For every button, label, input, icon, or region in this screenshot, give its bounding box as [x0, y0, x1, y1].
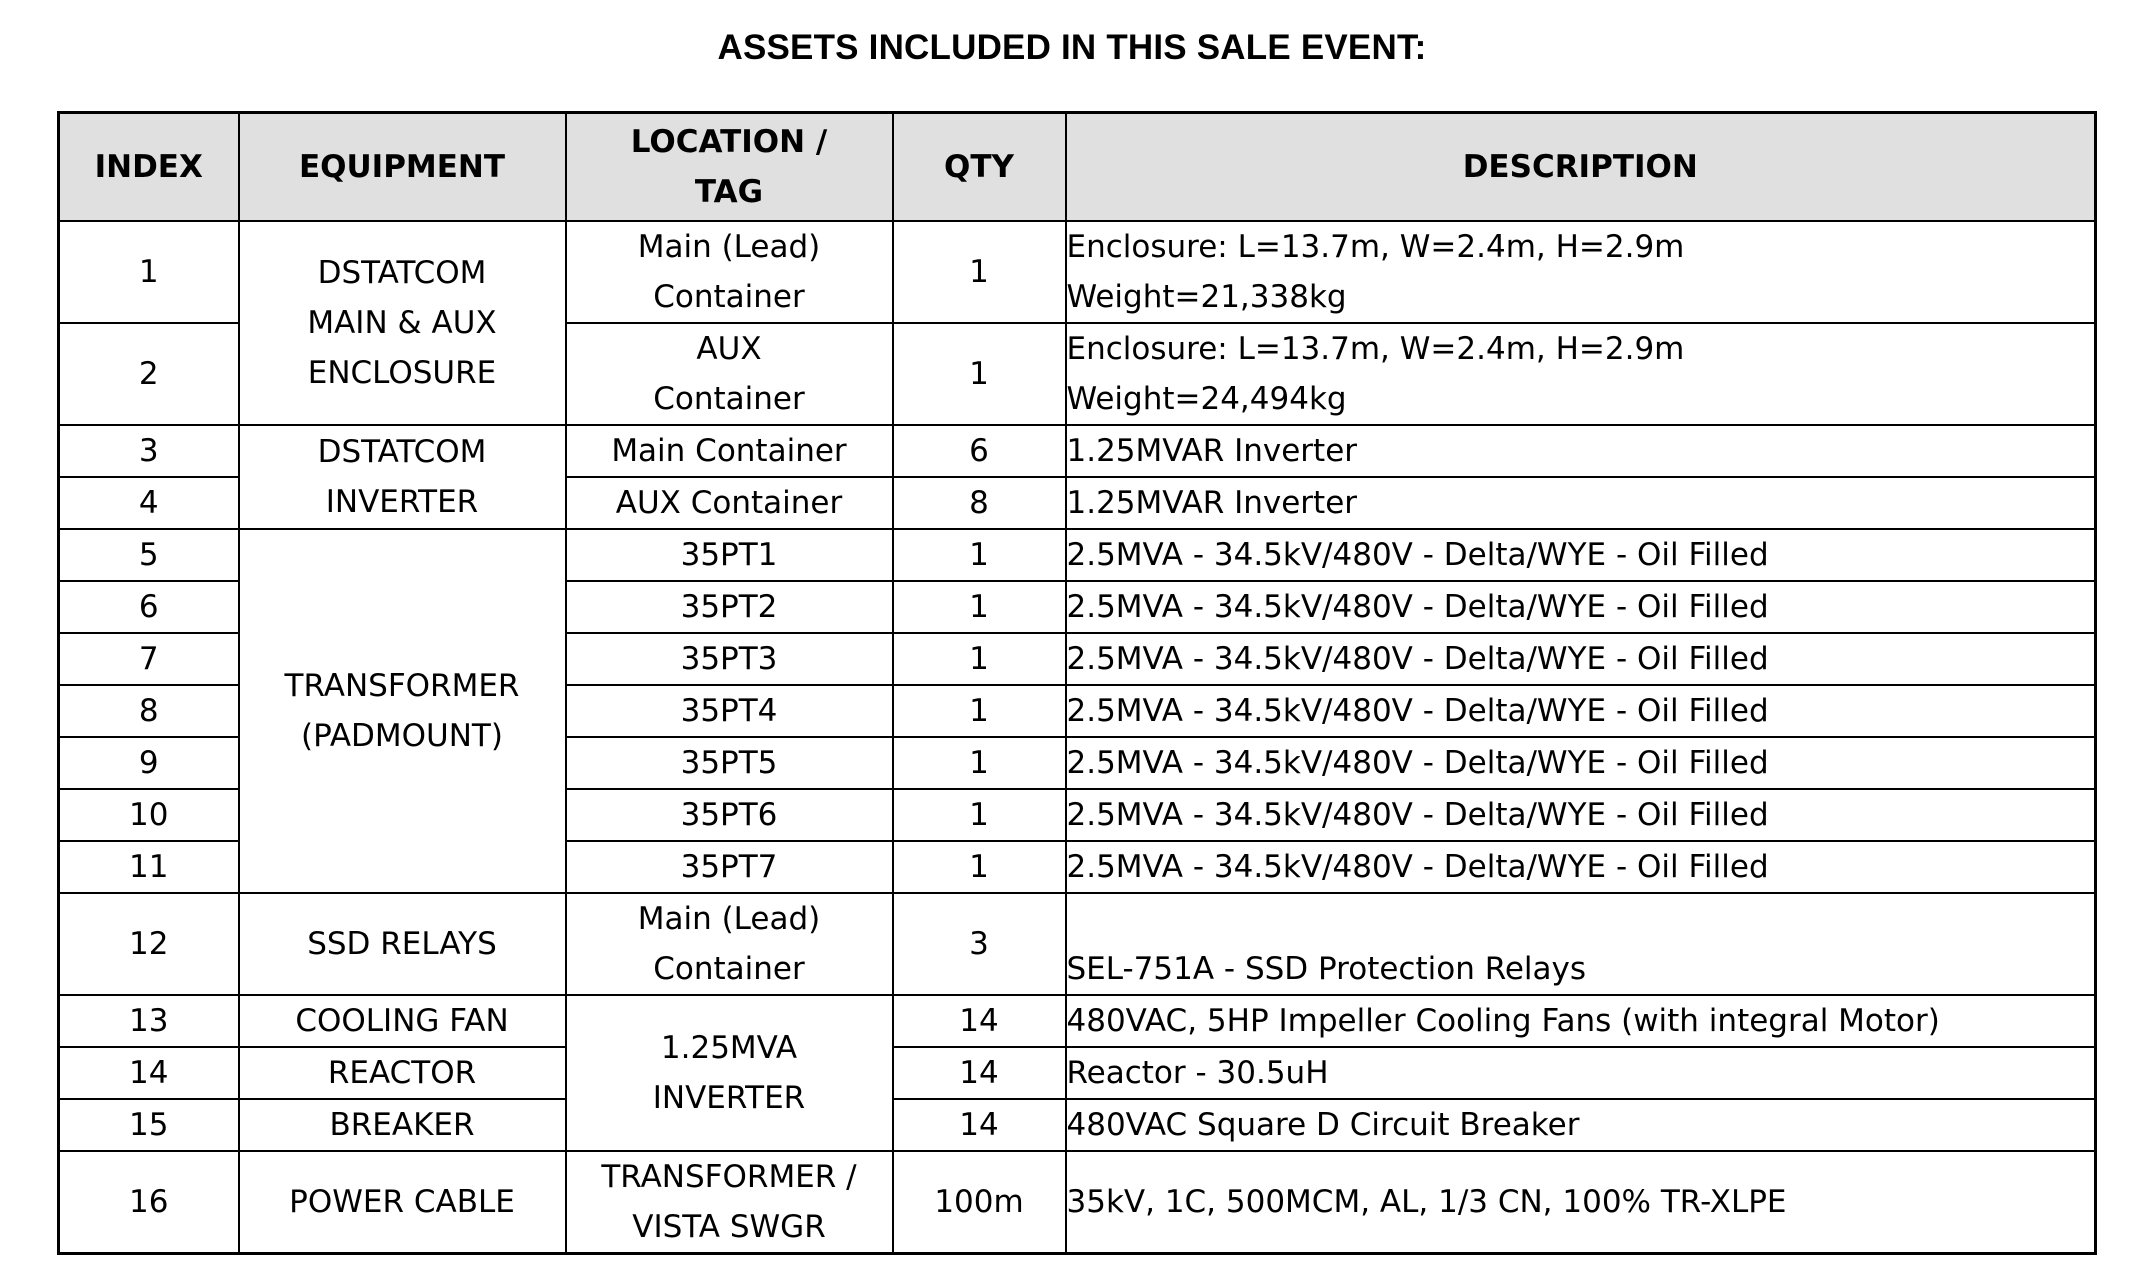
description-cell: 480VAC Square D Circuit Breaker [1066, 1099, 2096, 1151]
location-line: TRANSFORMER / [601, 1159, 857, 1195]
description-cell: 35kV, 1C, 500MCM, AL, 1/3 CN, 100% TR-XLPE [1066, 1151, 2096, 1254]
location-line: VISTA SWGR [632, 1209, 826, 1245]
location-cell [566, 221, 893, 323]
index-cell: 2 [59, 323, 239, 425]
description-cell: Reactor - 30.5uH [1066, 1047, 2096, 1099]
table-row [59, 221, 2096, 323]
index-cell: 3 [59, 425, 239, 477]
equipment-line: TRANSFORMER [284, 668, 520, 704]
equipment-line: MAIN & AUX [307, 305, 497, 341]
equipment-cell: REACTOR [239, 1047, 566, 1099]
location-cell [566, 995, 893, 1151]
location-line: INVERTER [652, 1080, 806, 1116]
index-cell: 13 [59, 995, 239, 1047]
equipment-line: ENCLOSURE [307, 355, 497, 391]
index-cell: 8 [59, 685, 239, 737]
description-cell: 2.5MVA - 34.5kV/480V - Delta/WYE - Oil Filled [1066, 581, 2096, 633]
equipment-line: DSTATCOM [317, 255, 487, 291]
description-cell: 1.25MVAR Inverter [1066, 477, 2096, 529]
assets-table [57, 111, 2097, 1255]
location-cell: 35PT7 [566, 841, 893, 893]
table-header-row [59, 113, 2096, 222]
equipment-cell [239, 221, 566, 425]
index-cell: 7 [59, 633, 239, 685]
qty-cell: 14 [893, 1099, 1066, 1151]
header-equipment: EQUIPMENT [239, 113, 566, 222]
location-cell [566, 323, 893, 425]
index-cell: 10 [59, 789, 239, 841]
description-cell: SEL-751A - SSD Protection Relays [1066, 893, 2096, 995]
description-line: Enclosure: L=13.7m, W=2.4m, H=2.9m [1066, 331, 1685, 367]
location-line: 1.25MVA [660, 1030, 798, 1066]
location-cell: 35PT6 [566, 789, 893, 841]
description-cell: 2.5MVA - 34.5kV/480V - Delta/WYE - Oil Filled [1066, 529, 2096, 581]
qty-cell: 1 [893, 789, 1066, 841]
qty-cell: 1 [893, 737, 1066, 789]
index-cell: 11 [59, 841, 239, 893]
description-cell: 1.25MVAR Inverter [1066, 425, 2096, 477]
location-cell: 35PT1 [566, 529, 893, 581]
equipment-cell: POWER CABLE [239, 1151, 566, 1254]
qty-cell: 1 [893, 685, 1066, 737]
location-cell: 35PT4 [566, 685, 893, 737]
location-line: Container [653, 279, 805, 315]
index-cell: 16 [59, 1151, 239, 1254]
description-cell: 2.5MVA - 34.5kV/480V - Delta/WYE - Oil Filled [1066, 789, 2096, 841]
qty-cell: 1 [893, 221, 1066, 323]
equipment-line: INVERTER [325, 484, 479, 520]
table-row [59, 893, 2096, 995]
header-location-line1: LOCATION / [630, 124, 828, 160]
description-cell: 2.5MVA - 34.5kV/480V - Delta/WYE - Oil Filled [1066, 633, 2096, 685]
qty-cell: 3 [893, 893, 1066, 995]
location-cell [566, 893, 893, 995]
description-cell: 2.5MVA - 34.5kV/480V - Delta/WYE - Oil Filled [1066, 737, 2096, 789]
location-cell: AUX Container [566, 477, 893, 529]
description-line: Weight=24,494kg [1066, 381, 1347, 417]
location-line: Main (Lead) [637, 901, 821, 937]
equipment-cell: BREAKER [239, 1099, 566, 1151]
description-cell: 2.5MVA - 34.5kV/480V - Delta/WYE - Oil Filled [1066, 685, 2096, 737]
description-line: Weight=21,338kg [1066, 279, 1347, 315]
location-line: Container [653, 951, 805, 987]
document-title: ASSETS INCLUDED IN THIS SALE EVENT: [717, 28, 1427, 67]
location-cell: 35PT2 [566, 581, 893, 633]
index-cell: 12 [59, 893, 239, 995]
index-cell: 9 [59, 737, 239, 789]
qty-cell: 1 [893, 633, 1066, 685]
qty-cell: 100m [893, 1151, 1066, 1254]
location-cell: 35PT3 [566, 633, 893, 685]
table-row [59, 1047, 2096, 1099]
index-cell: 15 [59, 1099, 239, 1151]
header-location-tag [566, 113, 893, 222]
location-line: Container [653, 381, 805, 417]
description-cell [1066, 221, 2096, 323]
header-index: INDEX [59, 113, 239, 222]
index-cell: 6 [59, 581, 239, 633]
table-row [59, 1151, 2096, 1254]
table-row [59, 1099, 2096, 1151]
equipment-line: (PADMOUNT) [301, 718, 503, 754]
qty-cell: 1 [893, 529, 1066, 581]
description-cell [1066, 323, 2096, 425]
location-line: Main (Lead) [637, 229, 821, 265]
equipment-cell [239, 529, 566, 893]
location-cell [566, 1151, 893, 1254]
equipment-cell [239, 425, 566, 529]
description-cell: 480VAC, 5HP Impeller Cooling Fans (with integral Motor) [1066, 995, 2096, 1047]
equipment-cell: COOLING FAN [239, 995, 566, 1047]
equipment-line: DSTATCOM [317, 434, 487, 470]
description-cell: 2.5MVA - 34.5kV/480V - Delta/WYE - Oil Filled [1066, 841, 2096, 893]
qty-cell: 1 [893, 323, 1066, 425]
table-row [59, 995, 2096, 1047]
qty-cell: 14 [893, 1047, 1066, 1099]
index-cell: 4 [59, 477, 239, 529]
header-description: DESCRIPTION [1066, 113, 2096, 222]
qty-cell: 14 [893, 995, 1066, 1047]
qty-cell: 8 [893, 477, 1066, 529]
qty-cell: 6 [893, 425, 1066, 477]
header-qty: QTY [893, 113, 1066, 222]
qty-cell: 1 [893, 581, 1066, 633]
qty-cell: 1 [893, 841, 1066, 893]
description-line: Enclosure: L=13.7m, W=2.4m, H=2.9m [1066, 229, 1685, 265]
header-location-line2: TAG [694, 174, 764, 210]
equipment-cell: SSD RELAYS [239, 893, 566, 995]
location-cell: Main Container [566, 425, 893, 477]
index-cell: 1 [59, 221, 239, 323]
location-cell: 35PT5 [566, 737, 893, 789]
table-row [59, 529, 2096, 581]
index-cell: 14 [59, 1047, 239, 1099]
location-line: AUX [696, 331, 762, 367]
index-cell: 5 [59, 529, 239, 581]
table-row [59, 425, 2096, 477]
